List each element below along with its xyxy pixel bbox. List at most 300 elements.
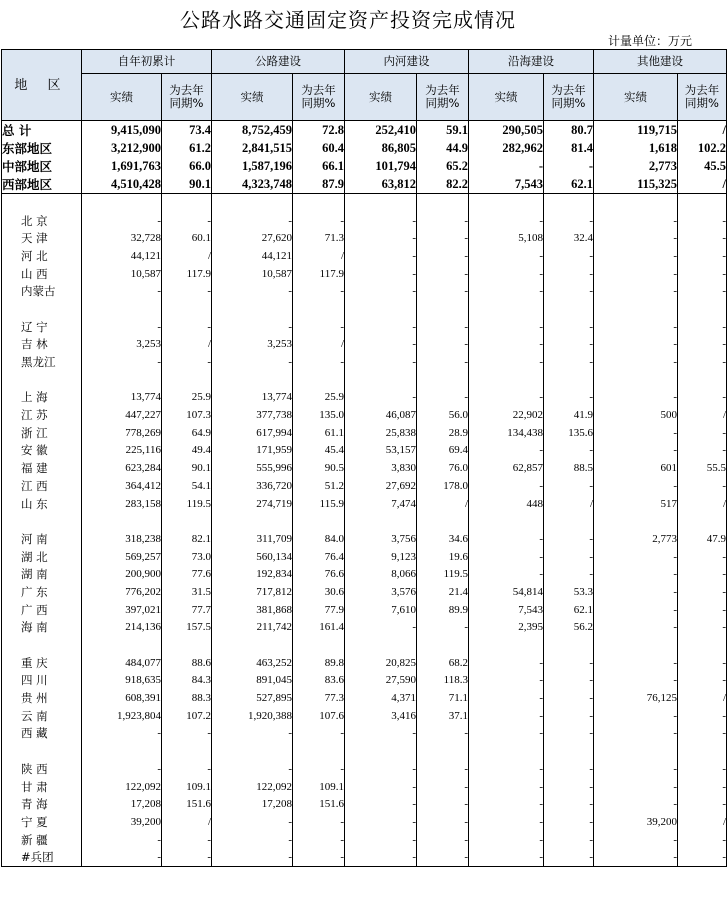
actual-value: - — [469, 565, 544, 583]
empty-cell — [678, 194, 727, 212]
table-row — [2, 760, 727, 778]
actual-value: 2,773 — [594, 157, 678, 175]
yoy-value: - — [417, 813, 469, 831]
region-name: 吉 林 — [2, 336, 82, 354]
yoy-header-line1: 为去年 — [425, 83, 460, 97]
actual-value: - — [82, 725, 162, 743]
empty-cell — [345, 300, 417, 318]
actual-value: 448 — [469, 495, 544, 513]
actual-value: - — [594, 795, 678, 813]
yoy-value: 89.9 — [417, 601, 469, 619]
region-name: 福 建 — [2, 459, 82, 477]
yoy-value: 90.5 — [293, 459, 345, 477]
table-row — [2, 424, 727, 442]
yoy-value: - — [678, 583, 727, 601]
actual-value: 3,253 — [212, 336, 293, 354]
yoy-value: - — [678, 247, 727, 265]
page-title: 公路水路交通固定资产投资完成情况 — [180, 8, 516, 32]
table-row — [2, 583, 727, 601]
actual-value: - — [345, 813, 417, 831]
yoy-header-line2: 同期% — [301, 96, 336, 110]
region-name: 西 藏 — [2, 725, 82, 743]
empty-cell — [82, 300, 162, 318]
actual-value: 211,742 — [212, 619, 293, 637]
yoy-value: 62.1 — [544, 601, 594, 619]
yoy-value: / — [678, 121, 727, 140]
yoy-value: - — [544, 813, 594, 831]
yoy-value: - — [162, 318, 212, 336]
yoy-value: - — [293, 212, 345, 230]
actual-value: 9,123 — [345, 548, 417, 566]
yoy-value: - — [544, 565, 594, 583]
yoy-value: - — [678, 619, 727, 637]
actual-value: 63,812 — [345, 175, 417, 194]
empty-cell — [212, 636, 293, 654]
actual-value: 555,996 — [212, 459, 293, 477]
actual-value: - — [594, 672, 678, 690]
yoy-value: - — [417, 318, 469, 336]
yoy-header-line1: 为去年 — [169, 83, 204, 97]
actual-value: - — [469, 336, 544, 354]
empty-cell — [162, 742, 212, 760]
region-name: 黑龙江 — [2, 353, 82, 371]
yoy-value: / — [162, 336, 212, 354]
yoy-value: - — [293, 813, 345, 831]
yoy-value: 25.9 — [162, 389, 212, 407]
actual-value: - — [82, 212, 162, 230]
actual-value: 560,134 — [212, 548, 293, 566]
yoy-value: 77.3 — [293, 689, 345, 707]
actual-value: 274,719 — [212, 495, 293, 513]
yoy-value: / — [678, 813, 727, 831]
table-row — [2, 778, 727, 796]
actual-value: 4,510,428 — [82, 175, 162, 194]
yoy-value: 81.4 — [544, 139, 594, 157]
yoy-value: 109.1 — [293, 778, 345, 796]
region-name: 贵 州 — [2, 689, 82, 707]
actual-value: 8,752,459 — [212, 121, 293, 140]
yoy-value: 151.6 — [293, 795, 345, 813]
actual-value: - — [469, 795, 544, 813]
yoy-value: - — [678, 760, 727, 778]
yoy-value: - — [293, 848, 345, 866]
yoy-value: - — [417, 778, 469, 796]
group-header: 其他建设 — [594, 50, 727, 74]
spacer-row — [2, 371, 727, 389]
actual-value: 8,066 — [345, 565, 417, 583]
yoy-value: 178.0 — [417, 477, 469, 495]
yoy-value: - — [162, 831, 212, 849]
actual-value: 39,200 — [82, 813, 162, 831]
region-name: 甘 肃 — [2, 778, 82, 796]
actual-value: 1,587,196 — [212, 157, 293, 175]
yoy-value: 66.0 — [162, 157, 212, 175]
table-row — [2, 495, 727, 513]
actual-value: - — [594, 831, 678, 849]
yoy-value: 55.5 — [678, 459, 727, 477]
empty-cell — [2, 636, 82, 654]
actual-value: 282,962 — [469, 139, 544, 157]
yoy-value: 117.9 — [293, 265, 345, 283]
region-name: 内蒙古 — [2, 282, 82, 300]
actual-value: - — [345, 389, 417, 407]
yoy-header — [544, 74, 594, 121]
actual-value: 776,202 — [82, 583, 162, 601]
yoy-value: 61.2 — [162, 139, 212, 157]
actual-value: 44,121 — [82, 247, 162, 265]
yoy-value: - — [544, 689, 594, 707]
actual-value: - — [345, 336, 417, 354]
actual-value: - — [594, 848, 678, 866]
yoy-value: 49.4 — [162, 442, 212, 460]
region-name: 河 南 — [2, 530, 82, 548]
empty-cell — [469, 371, 544, 389]
yoy-value: 56.0 — [417, 406, 469, 424]
yoy-value: - — [678, 389, 727, 407]
actual-value: - — [469, 760, 544, 778]
actual-value: 119,715 — [594, 121, 678, 140]
region-name: 天 津 — [2, 229, 82, 247]
region-name: 青 海 — [2, 795, 82, 813]
empty-cell — [345, 636, 417, 654]
table-row — [2, 530, 727, 548]
actual-value: - — [594, 583, 678, 601]
table-row — [2, 229, 727, 247]
yoy-value: - — [417, 212, 469, 230]
table-row — [2, 813, 727, 831]
empty-cell — [417, 512, 469, 530]
actual-value: 171,959 — [212, 442, 293, 460]
empty-cell — [345, 742, 417, 760]
actual-value: - — [469, 725, 544, 743]
table-row — [2, 265, 727, 283]
empty-cell — [345, 512, 417, 530]
yoy-value: 88.5 — [544, 459, 594, 477]
spacer-row — [2, 512, 727, 530]
actual-value: 62,857 — [469, 459, 544, 477]
yoy-value: - — [544, 530, 594, 548]
table-row — [2, 725, 727, 743]
region-name: 河 北 — [2, 247, 82, 265]
empty-cell — [544, 636, 594, 654]
yoy-value: 71.1 — [417, 689, 469, 707]
table-row — [2, 353, 727, 371]
empty-cell — [678, 742, 727, 760]
actual-value: - — [345, 229, 417, 247]
actual-header: 实绩 — [594, 74, 678, 121]
actual-value: 3,212,900 — [82, 139, 162, 157]
empty-cell — [544, 194, 594, 212]
region-name: 云 南 — [2, 707, 82, 725]
empty-cell — [2, 371, 82, 389]
actual-value: 27,692 — [345, 477, 417, 495]
region-name: 东部地区 — [2, 139, 82, 157]
actual-value: - — [594, 212, 678, 230]
summary-row — [2, 157, 727, 175]
yoy-header — [162, 74, 212, 121]
actual-value: 4,371 — [345, 689, 417, 707]
actual-value: 569,257 — [82, 548, 162, 566]
group-header: 内河建设 — [345, 50, 469, 74]
empty-cell — [417, 194, 469, 212]
actual-value: 3,253 — [82, 336, 162, 354]
actual-value: - — [469, 265, 544, 283]
actual-value: 484,077 — [82, 654, 162, 672]
empty-cell — [469, 194, 544, 212]
yoy-value: 45.5 — [678, 157, 727, 175]
actual-value: - — [212, 760, 293, 778]
yoy-value: / — [293, 247, 345, 265]
actual-value: 76,125 — [594, 689, 678, 707]
yoy-value: 59.1 — [417, 121, 469, 140]
region-name: 重 庆 — [2, 654, 82, 672]
yoy-value: - — [417, 229, 469, 247]
table-row — [2, 672, 727, 690]
group-header: 自年初累计 — [82, 50, 212, 74]
yoy-value: - — [544, 760, 594, 778]
yoy-value: - — [417, 831, 469, 849]
yoy-value: - — [678, 654, 727, 672]
yoy-value: 77.6 — [162, 565, 212, 583]
yoy-value: 45.4 — [293, 442, 345, 460]
yoy-value: - — [293, 282, 345, 300]
yoy-value: - — [544, 778, 594, 796]
yoy-value: 117.9 — [162, 265, 212, 283]
region-name: 江 苏 — [2, 406, 82, 424]
yoy-value: 84.3 — [162, 672, 212, 690]
empty-cell — [417, 371, 469, 389]
table-row — [2, 212, 727, 230]
yoy-value: - — [293, 353, 345, 371]
actual-value: 86,805 — [345, 139, 417, 157]
actual-value: - — [212, 831, 293, 849]
empty-cell — [293, 194, 345, 212]
yoy-value: - — [678, 707, 727, 725]
yoy-value: - — [678, 548, 727, 566]
actual-value: - — [82, 318, 162, 336]
empty-cell — [345, 194, 417, 212]
actual-value: - — [469, 672, 544, 690]
yoy-value: 73.4 — [162, 121, 212, 140]
actual-value: - — [469, 282, 544, 300]
actual-value: - — [469, 157, 544, 175]
yoy-value: 30.6 — [293, 583, 345, 601]
actual-value: - — [594, 265, 678, 283]
yoy-value: 41.9 — [544, 406, 594, 424]
yoy-value: 64.9 — [162, 424, 212, 442]
yoy-header — [293, 74, 345, 121]
actual-value: - — [469, 778, 544, 796]
actual-value: 5,108 — [469, 229, 544, 247]
yoy-value: - — [544, 795, 594, 813]
actual-value: 10,587 — [82, 265, 162, 283]
actual-value: 3,830 — [345, 459, 417, 477]
yoy-header-line2: 同期% — [169, 96, 204, 110]
actual-value: - — [345, 212, 417, 230]
actual-value: - — [594, 707, 678, 725]
yoy-value: 115.9 — [293, 495, 345, 513]
table-row — [2, 795, 727, 813]
yoy-value: - — [417, 336, 469, 354]
yoy-value: - — [678, 778, 727, 796]
actual-value: - — [82, 353, 162, 371]
empty-cell — [82, 742, 162, 760]
yoy-header-line1: 为去年 — [301, 83, 336, 97]
actual-value: - — [82, 760, 162, 778]
actual-value: - — [212, 848, 293, 866]
empty-cell — [678, 636, 727, 654]
yoy-value: 135.6 — [544, 424, 594, 442]
actual-value: 527,895 — [212, 689, 293, 707]
yoy-value: 31.5 — [162, 583, 212, 601]
yoy-value: - — [678, 831, 727, 849]
empty-cell — [162, 636, 212, 654]
actual-value: - — [469, 813, 544, 831]
actual-value: 3,576 — [345, 583, 417, 601]
actual-value: - — [594, 229, 678, 247]
yoy-header-line2: 同期% — [551, 96, 586, 110]
yoy-value: - — [678, 477, 727, 495]
yoy-value: - — [544, 654, 594, 672]
yoy-value: 60.1 — [162, 229, 212, 247]
actual-value: - — [345, 795, 417, 813]
actual-value: - — [469, 689, 544, 707]
yoy-value: - — [678, 601, 727, 619]
actual-value: 318,238 — [82, 530, 162, 548]
actual-value: - — [212, 725, 293, 743]
yoy-value: - — [417, 389, 469, 407]
actual-value: - — [594, 760, 678, 778]
yoy-value: 90.1 — [162, 459, 212, 477]
yoy-value: - — [417, 725, 469, 743]
yoy-value: - — [162, 282, 212, 300]
empty-cell — [2, 194, 82, 212]
header-row-groups — [2, 50, 727, 74]
actual-value: - — [469, 848, 544, 866]
header-row-sub — [2, 74, 727, 121]
yoy-value: - — [678, 229, 727, 247]
yoy-value: - — [544, 725, 594, 743]
actual-header: 实绩 — [469, 74, 544, 121]
actual-value: - — [594, 601, 678, 619]
yoy-value: - — [678, 336, 727, 354]
empty-cell — [293, 300, 345, 318]
yoy-value: - — [544, 672, 594, 690]
yoy-value: - — [162, 848, 212, 866]
actual-value: 1,618 — [594, 139, 678, 157]
actual-value: 2,773 — [594, 530, 678, 548]
actual-value: - — [345, 318, 417, 336]
yoy-value: - — [162, 353, 212, 371]
yoy-value: - — [417, 760, 469, 778]
table-row — [2, 601, 727, 619]
yoy-value: 51.2 — [293, 477, 345, 495]
yoy-value: 102.2 — [678, 139, 727, 157]
actual-value: 447,227 — [82, 406, 162, 424]
yoy-value: / — [162, 813, 212, 831]
actual-value: 1,920,388 — [212, 707, 293, 725]
actual-value: 364,412 — [82, 477, 162, 495]
yoy-value: - — [544, 318, 594, 336]
actual-value: 134,438 — [469, 424, 544, 442]
actual-value: 3,416 — [345, 707, 417, 725]
summary-row — [2, 175, 727, 194]
yoy-header — [417, 74, 469, 121]
table-row — [2, 689, 727, 707]
region-name: 辽 宁 — [2, 318, 82, 336]
actual-value: 283,158 — [82, 495, 162, 513]
actual-value: - — [594, 477, 678, 495]
actual-value: - — [469, 654, 544, 672]
yoy-value: - — [293, 318, 345, 336]
yoy-value: 76.6 — [293, 565, 345, 583]
empty-cell — [162, 194, 212, 212]
table-row — [2, 459, 727, 477]
yoy-value: 88.6 — [162, 654, 212, 672]
yoy-value: 84.0 — [293, 530, 345, 548]
actual-value: 10,587 — [212, 265, 293, 283]
empty-cell — [162, 512, 212, 530]
actual-value: - — [594, 282, 678, 300]
region-name: 宁 夏 — [2, 813, 82, 831]
actual-value: 122,092 — [212, 778, 293, 796]
yoy-value: 157.5 — [162, 619, 212, 637]
actual-value: 22,902 — [469, 406, 544, 424]
actual-value: 20,825 — [345, 654, 417, 672]
table-row — [2, 548, 727, 566]
yoy-value: 71.3 — [293, 229, 345, 247]
actual-header: 实绩 — [82, 74, 162, 121]
spacer-row — [2, 742, 727, 760]
yoy-value: - — [544, 247, 594, 265]
region-name: 新 疆 — [2, 831, 82, 849]
yoy-value: 87.9 — [293, 175, 345, 194]
actual-value: 200,900 — [82, 565, 162, 583]
yoy-value: - — [162, 760, 212, 778]
table-row — [2, 247, 727, 265]
yoy-value: 72.8 — [293, 121, 345, 140]
summary-row — [2, 121, 727, 140]
yoy-value: - — [678, 565, 727, 583]
empty-cell — [544, 742, 594, 760]
actual-value: 608,391 — [82, 689, 162, 707]
table-row — [2, 389, 727, 407]
actual-value: 1,691,763 — [82, 157, 162, 175]
empty-cell — [345, 371, 417, 389]
region-name: 山 西 — [2, 265, 82, 283]
actual-value: 623,284 — [82, 459, 162, 477]
empty-cell — [594, 300, 678, 318]
actual-value: 27,620 — [212, 229, 293, 247]
yoy-value: 76.4 — [293, 548, 345, 566]
empty-cell — [2, 512, 82, 530]
actual-value: - — [469, 389, 544, 407]
yoy-value: 69.4 — [417, 442, 469, 460]
yoy-value: - — [678, 848, 727, 866]
yoy-value: 82.1 — [162, 530, 212, 548]
actual-value: - — [345, 848, 417, 866]
actual-value: - — [469, 707, 544, 725]
actual-value: 9,415,090 — [82, 121, 162, 140]
actual-value: 17,208 — [82, 795, 162, 813]
actual-value: 601 — [594, 459, 678, 477]
actual-value: 214,136 — [82, 619, 162, 637]
table-row — [2, 282, 727, 300]
actual-value: 46,087 — [345, 406, 417, 424]
empty-cell — [417, 300, 469, 318]
empty-cell — [594, 636, 678, 654]
yoy-header-line2: 同期% — [425, 96, 460, 110]
